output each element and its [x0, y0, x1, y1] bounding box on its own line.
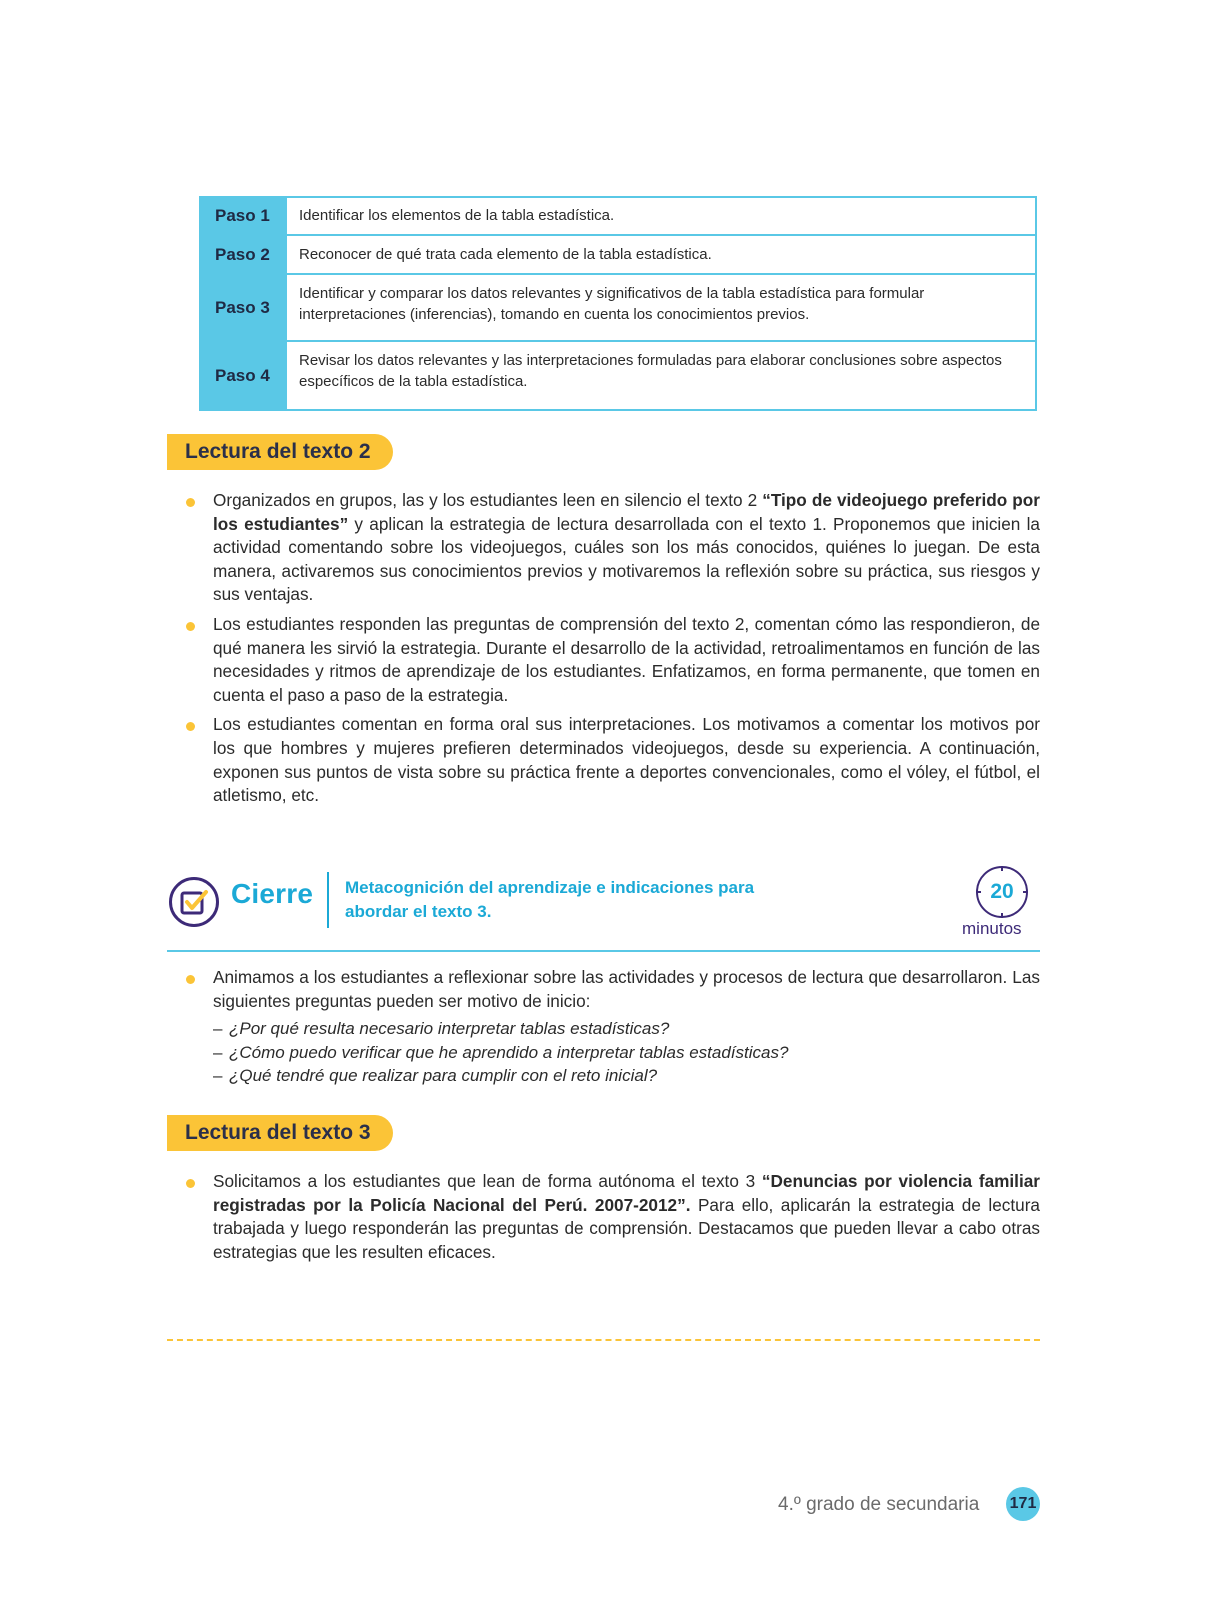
dashed-divider	[167, 1339, 1040, 1341]
step-label: Paso 3	[201, 275, 287, 340]
lectura-2-list	[186, 489, 1040, 814]
step-label: Paso 4	[201, 342, 287, 409]
list-item	[186, 713, 1040, 807]
step-text: Identificar y comparar los datos relevantes y significativos de la tabla estadística para formular interpretaciones (inferencias), tomando en cuenta los conocimientos previos.	[299, 285, 925, 323]
question-list	[213, 1017, 1040, 1088]
timer-unit: minutos	[962, 919, 1022, 938]
list-item	[186, 1170, 1040, 1264]
cierre-list	[186, 966, 1040, 1094]
step-row	[201, 198, 1035, 236]
bullet-text: Los estudiantes responden las preguntas de comprensión del texto 2, comentan cómo las respondieron, de qué manera les sirvió la estrategia. Durante el desarrollo de la actividad, retroalimentamos en función de las necesidades y ritmos de aprendizaje de los estudiantes. Enfatizamos, en forma permanente, que tomen en cuenta el paso a paso de la estrategia.	[213, 613, 1040, 705]
step-row	[201, 342, 1035, 409]
section-title-lectura-3: Lectura del texto 3	[167, 1115, 393, 1151]
step-label: Paso 1	[201, 198, 287, 234]
bullet-text-pre: Organizados en grupos, las y los estudiantes leen en silencio el texto 2	[213, 490, 763, 510]
steps-table	[199, 196, 1037, 411]
step-row	[201, 236, 1035, 275]
divider	[327, 872, 329, 928]
checkbox-check-icon	[169, 877, 219, 927]
list-item	[186, 489, 1040, 607]
lectura-3-list	[186, 1170, 1040, 1270]
timer-icon	[976, 866, 1028, 918]
bullet-icon	[186, 622, 195, 631]
page-number: 171	[1006, 1487, 1040, 1521]
step-text: Reconocer de qué trata cada elemento de la tabla estadística.	[299, 245, 712, 263]
bullet-icon	[186, 722, 195, 731]
step-text: Revisar los datos relevantes y las interpretaciones formuladas para elaborar conclusiones sobre aspectos específicos de la tabla estadística.	[299, 352, 1002, 390]
question-text: ¿Por qué resulta necesario interpretar tablas estadísticas?	[229, 1019, 670, 1039]
dash: –	[213, 1042, 223, 1062]
bullet-icon	[186, 1179, 195, 1188]
divider	[167, 950, 1040, 952]
bullet-text-bold: “Denuncias por violencia familiar registradas por la Policía Nacional del Perú. 2007-2012”.	[213, 1171, 1040, 1215]
list-item	[186, 613, 1040, 707]
timer-minutes: 20	[990, 880, 1014, 903]
bullet-text-post: Para ello, aplicarán la estrategia de lectura trabajada y luego responderán las preguntas de comprensión. Destacamos que pueden llevar a cabo otras estrategias que les resulten eficaces.	[213, 1194, 1040, 1262]
question-text: ¿Qué tendré que realizar para cumplir con el reto inicial?	[229, 1066, 658, 1086]
bullet-text-bold: “Tipo de videojuego preferido por los estudiantes”	[213, 490, 1040, 534]
footer-grade: 4.º grado de secundaria	[778, 1494, 980, 1515]
bullet-icon	[186, 975, 195, 984]
step-row	[201, 275, 1035, 342]
question-item	[213, 1017, 1040, 1041]
question-item	[213, 1041, 1040, 1065]
dash: –	[213, 1019, 223, 1039]
step-label: Paso 2	[201, 236, 287, 273]
cierre-description: Metacognición del aprendizaje e indicaciones para abordar el texto 3.	[345, 878, 755, 921]
step-text: Identificar los elementos de la tabla estadística.	[299, 207, 615, 224]
question-text: ¿Cómo puedo verificar que he aprendido a interpretar tablas estadísticas?	[229, 1042, 789, 1062]
list-item	[186, 966, 1040, 1088]
question-item	[213, 1064, 1040, 1088]
section-title-lectura-2: Lectura del texto 2	[167, 434, 393, 470]
bullet-text: Animamos a los estudiantes a reflexionar sobre las actividades y procesos de lectura que desarrollaron. Las siguientes preguntas pueden ser motivo de inicio:	[213, 967, 1040, 1011]
bullet-icon	[186, 498, 195, 507]
bullet-text: Los estudiantes comentan en forma oral sus interpretaciones. Los motivamos a comentar los motivos por los que hombres y mujeres prefieren determinados videojuegos, desde su experiencia. A continuación, exponen sus puntos de vista sobre su práctica frente a deportes convencionales, como el vóley, el fútbol, el atletismo, etc.	[213, 714, 1040, 806]
cierre-title: Cierre	[231, 878, 314, 909]
bullet-text-pre: Solicitamos a los estudiantes que lean de forma autónoma el texto 3	[213, 1171, 762, 1191]
dash: –	[213, 1066, 223, 1086]
bullet-text-post: y aplican la estrategia de lectura desarrollada con el texto 1. Proponemos que inicien la actividad comentando sobre los videojuegos, cuáles son los más conocidos, quiénes lo juegan. De esta manera, activaremos sus conocimientos previos y motivaremos la reflexión sobre su práctica, sus riesgos y sus ventajas.	[213, 513, 1040, 605]
